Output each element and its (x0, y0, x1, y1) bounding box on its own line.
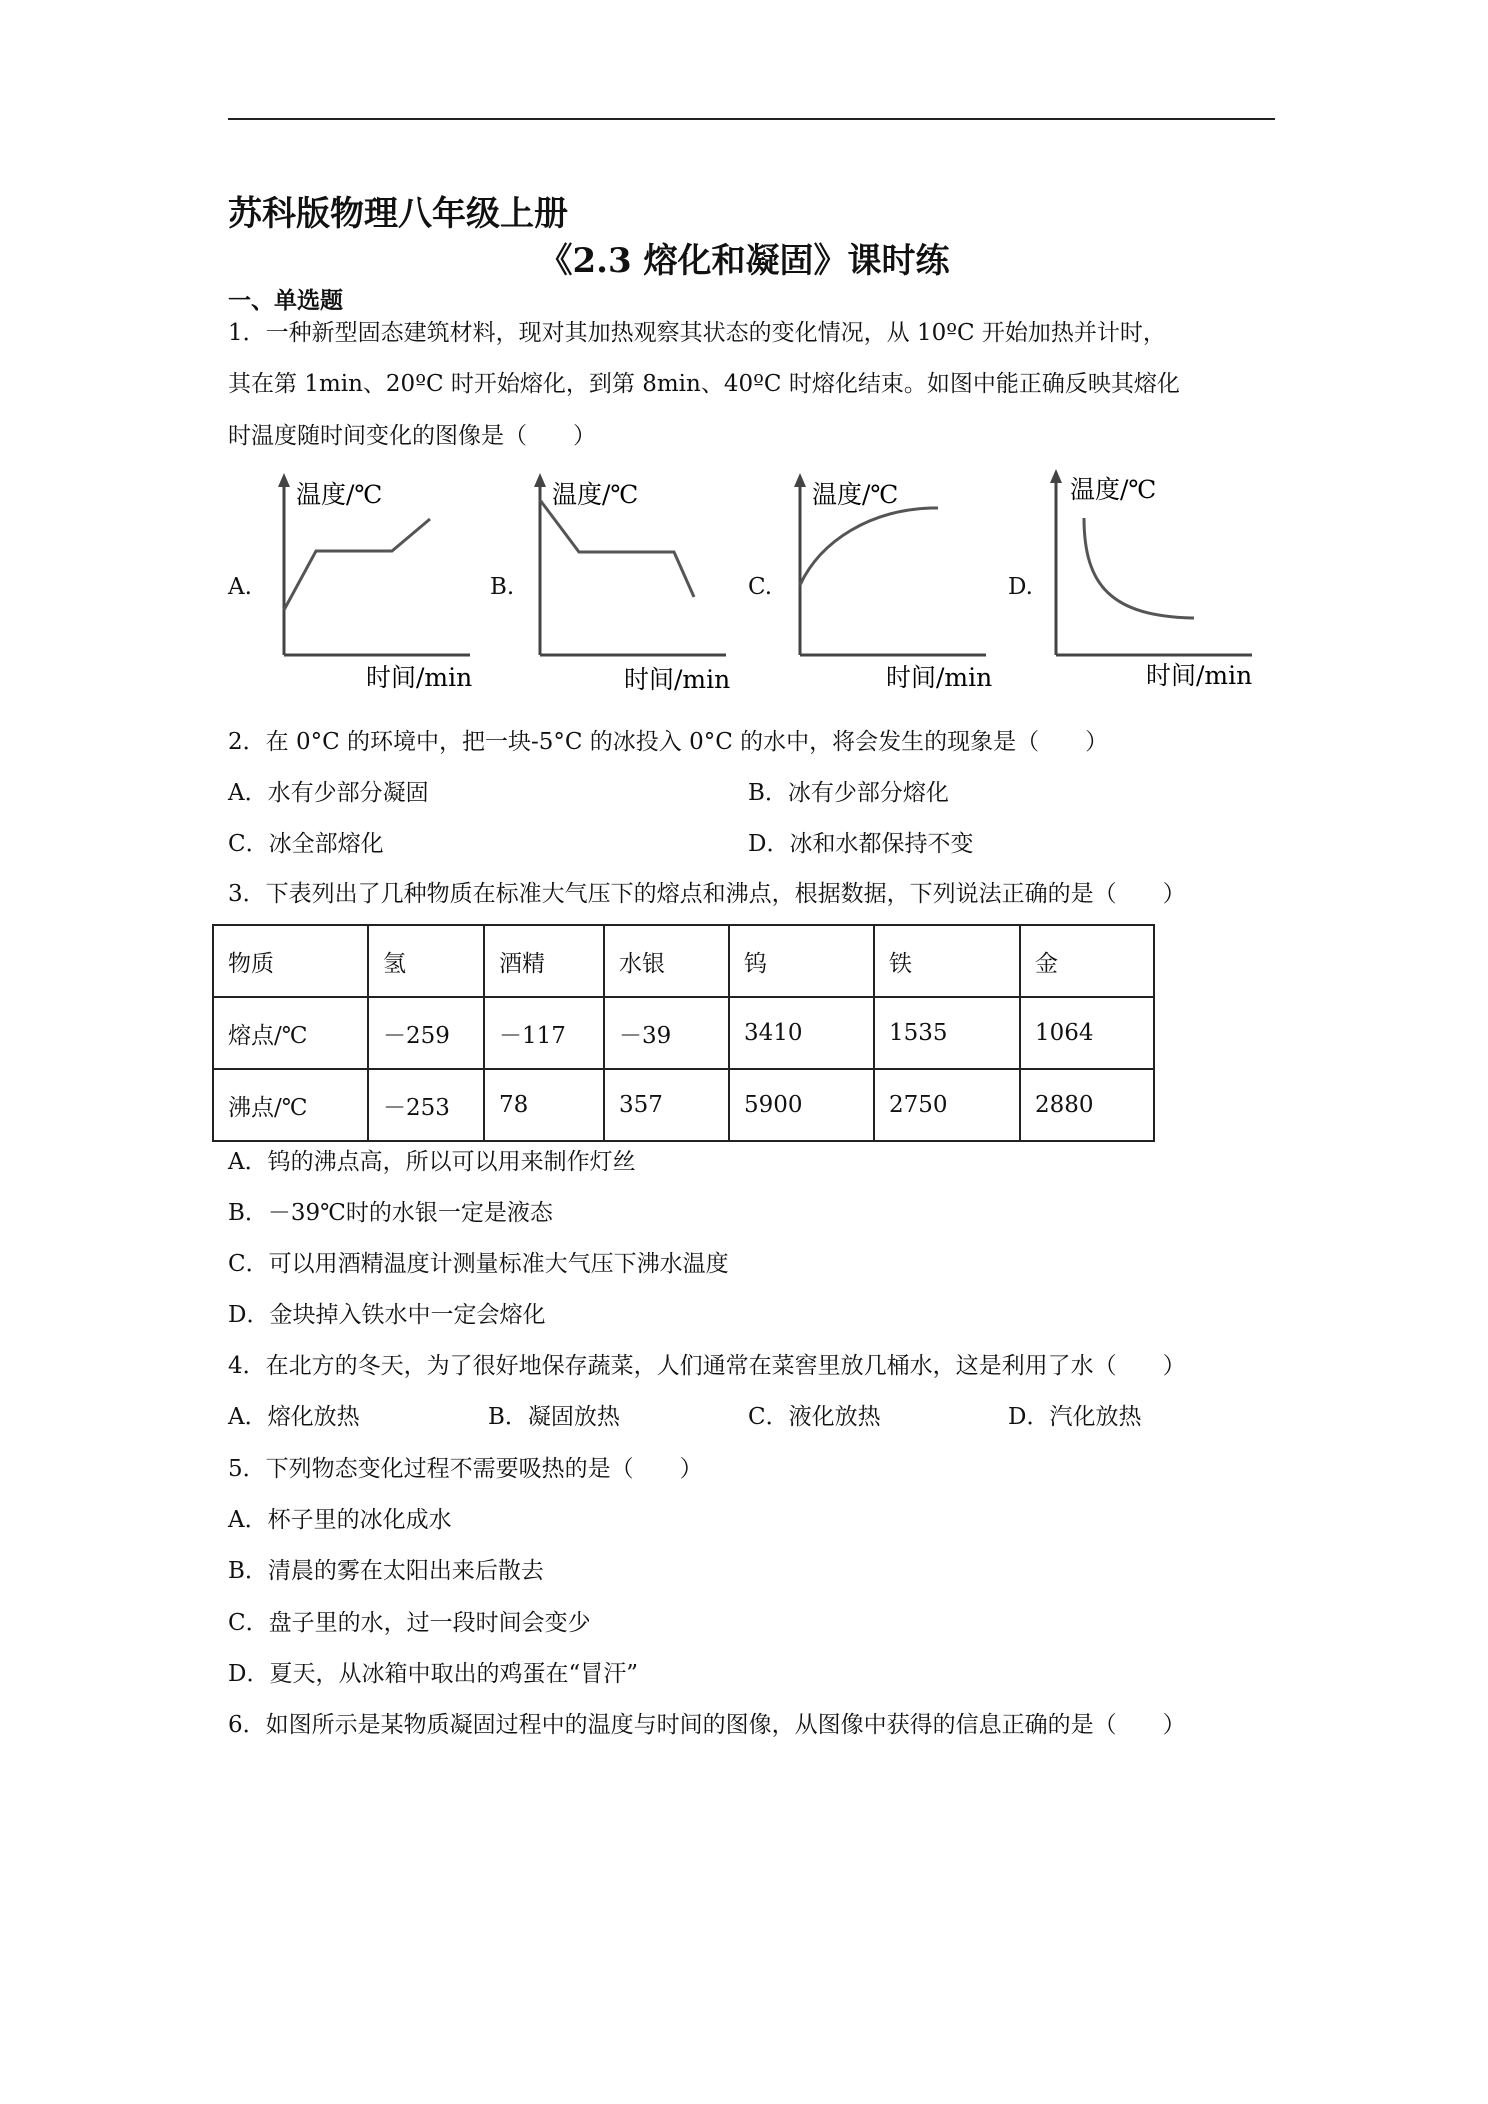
q2-option-a: A．水有少部分凝固 (228, 780, 429, 806)
table-cell: 沸点/℃ (213, 1069, 368, 1141)
q1-graph-c (786, 470, 1016, 700)
table-cell: 5900 (729, 1069, 874, 1141)
table-cell: 1535 (874, 997, 1020, 1069)
doc-title-line2: 《2.3 熔化和凝固》课时练 (538, 241, 950, 281)
y-axis-label: 温度/℃ (296, 480, 383, 509)
q4-option-a: A．熔化放热 (228, 1404, 360, 1430)
table-cell: 酒精 (484, 925, 604, 997)
q5-option-d: D．夏天，从冰箱中取出的鸡蛋在“冒汗” (228, 1661, 638, 1687)
y-axis-arrow (794, 473, 806, 487)
top-rule (228, 118, 1275, 120)
table-row (213, 1069, 1154, 1141)
q1-option-c-label: C. (748, 574, 773, 600)
q1-stem-line3: 时温度随时间变化的图像是（ ） (228, 423, 596, 449)
q6-stem: 6．如图所示是某物质凝固过程中的温度与时间的图像，从图像中获得的信息正确的是（ ） (228, 1712, 1186, 1738)
q2-option-b: B．冰有少部分熔化 (748, 780, 949, 806)
x-axis-label: 时间/min (366, 663, 473, 692)
doc-title-line1: 苏科版物理八年级上册 (228, 194, 568, 234)
table-cell: 熔点/℃ (213, 997, 368, 1069)
curve-a (284, 519, 430, 610)
q3-properties-table (212, 924, 1155, 1142)
y-axis-label: 温度/℃ (812, 480, 899, 509)
curve-b (540, 500, 694, 597)
q5-option-b: B．清晨的雾在太阳出来后散去 (228, 1558, 544, 1584)
q4-stem: 4．在北方的冬天，为了很好地保存蔬菜，人们通常在菜窖里放几桶水，这是利用了水（ ） (228, 1353, 1186, 1379)
q5-option-a: A．杯子里的冰化成水 (228, 1507, 452, 1533)
table-cell: 金 (1020, 925, 1154, 997)
table-cell: 氢 (368, 925, 484, 997)
table-cell: 2750 (874, 1069, 1020, 1141)
q2-option-c: C．冰全部熔化 (228, 831, 384, 857)
section-heading: 一、单选题 (228, 287, 343, 314)
table-cell: 铁 (874, 925, 1020, 997)
q3-stem: 3．下表列出了几种物质在标准大气压下的熔点和沸点，根据数据，下列说法正确的是（ ） (228, 881, 1186, 907)
q4-option-b: B．凝固放热 (488, 1404, 620, 1430)
q1-option-a-label: A. (228, 574, 252, 600)
q1-stem-line2: 其在第 1min、20ºC 时开始熔化，到第 8min、40ºC 时熔化结束。如图中能正确反映其熔化 (228, 371, 1180, 397)
q2-stem: 2．在 0°C 的环境中，把一块-5°C 的冰投入 0°C 的水中，将会发生的现象是（ ） (228, 729, 1109, 755)
table-row (213, 925, 1154, 997)
table-row (213, 997, 1154, 1069)
table-cell: －117 (484, 997, 604, 1069)
x-axis-label: 时间/min (624, 665, 731, 694)
table-cell: 357 (604, 1069, 729, 1141)
q1-stem-line1: 1．一种新型固态建筑材料，现对其加热观察其状态的变化情况，从 10ºC 开始加热并计时， (228, 320, 1166, 346)
table-cell: 1064 (1020, 997, 1154, 1069)
q1-option-d-label: D. (1008, 574, 1033, 600)
table-cell: 钨 (729, 925, 874, 997)
y-axis-label: 温度/℃ (552, 480, 639, 509)
x-axis-label: 时间/min (886, 663, 993, 692)
q4-option-d: D．汽化放热 (1008, 1404, 1142, 1430)
q3-option-a: A．钨的沸点高，所以可以用来制作灯丝 (228, 1149, 636, 1175)
q1-graph-b (526, 470, 756, 700)
q3-option-c: C．可以用酒精温度计测量标准大气压下沸水温度 (228, 1251, 729, 1277)
q3-option-b: B．－39℃时的水银一定是液态 (228, 1200, 553, 1226)
x-axis-label: 时间/min (1146, 661, 1253, 690)
y-axis-arrow (534, 473, 546, 487)
curve-c (800, 508, 938, 585)
q5-stem: 5．下列物态变化过程不需要吸热的是（ ） (228, 1456, 703, 1482)
table-cell: －39 (604, 997, 729, 1069)
table-cell: 3410 (729, 997, 874, 1069)
q5-option-c: C．盘子里的水，过一段时间会变少 (228, 1610, 591, 1636)
q4-option-c: C．液化放热 (748, 1404, 881, 1430)
table-cell: 78 (484, 1069, 604, 1141)
y-axis-label: 温度/℃ (1070, 475, 1157, 504)
table-cell: 2880 (1020, 1069, 1154, 1141)
q1-graph-a (270, 470, 500, 700)
table-cell: 水银 (604, 925, 729, 997)
y-axis-arrow (278, 473, 290, 487)
q1-option-b-label: B. (490, 574, 515, 600)
curve-d (1084, 518, 1194, 618)
q2-option-d: D．冰和水都保持不变 (748, 831, 974, 857)
y-axis-arrow (1050, 469, 1062, 483)
q1-graph-d (1042, 466, 1272, 700)
table-cell: 物质 (213, 925, 368, 997)
q3-option-d: D．金块掉入铁水中一定会熔化 (228, 1302, 546, 1328)
table-cell: －259 (368, 997, 484, 1069)
table-cell: －253 (368, 1069, 484, 1141)
